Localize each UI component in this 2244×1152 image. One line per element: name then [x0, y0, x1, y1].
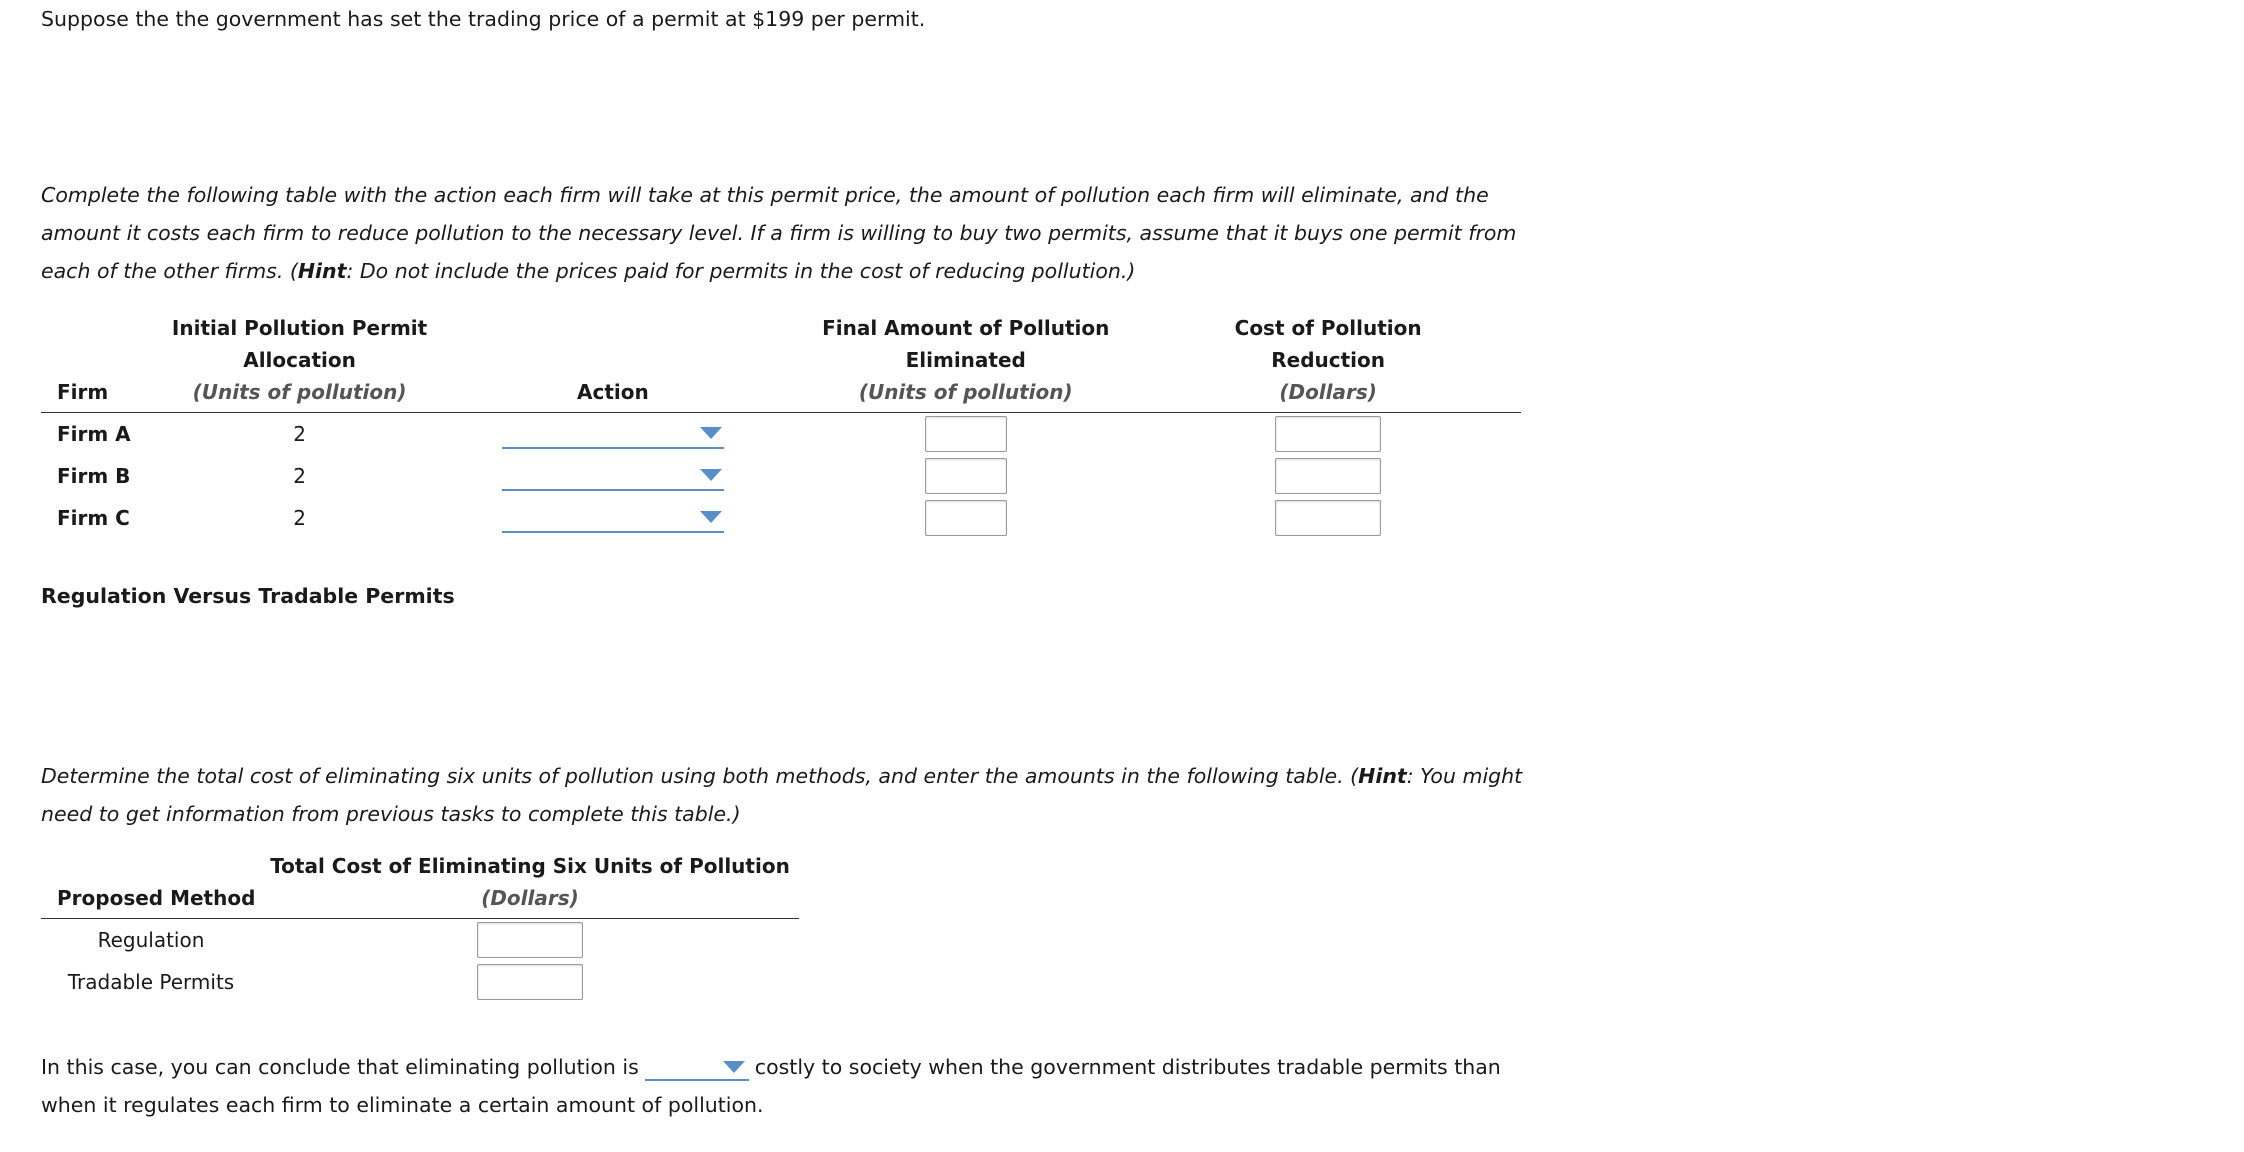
- method-cost-table: [41, 850, 799, 1003]
- section-heading: Regulation Versus Tradable Permits: [41, 584, 455, 608]
- chevron-down-icon: [700, 469, 722, 481]
- firm-action-table: [41, 312, 1521, 539]
- method-name: Tradable Permits: [67, 970, 235, 994]
- action-select-firm-a[interactable]: [502, 419, 724, 449]
- cost-input-firm-c[interactable]: [1275, 500, 1381, 536]
- table-row: [41, 961, 799, 1003]
- header-initial-unit: (Units of pollution): [192, 380, 407, 404]
- cost-input-firm-a[interactable]: [1275, 416, 1381, 452]
- final-eliminated-input-firm-c[interactable]: [925, 500, 1007, 536]
- instruction-text-end: : Do not include the prices paid for permits in the cost of reducing pollution.): [346, 259, 1136, 283]
- action-select-firm-c[interactable]: [502, 503, 724, 533]
- chevron-down-icon: [723, 1061, 745, 1073]
- header-cost-reduction: [1135, 312, 1521, 413]
- instruction-text-end: : You might need to get information from previous tasks to complete this table.): [41, 764, 1523, 826]
- header-total-cost: [261, 850, 799, 919]
- chevron-down-icon: [700, 511, 722, 523]
- final-eliminated-input-firm-b[interactable]: [925, 458, 1007, 494]
- table-row: [41, 455, 1521, 497]
- header-cost-label: Cost of Pollution Reduction: [1234, 316, 1422, 372]
- header-final-label: Final Amount of Pollution Eliminated: [822, 316, 1110, 372]
- instruction-paragraph-2: [41, 757, 1531, 833]
- header-initial-allocation: [170, 312, 430, 413]
- conclusion-text: In this case, you can conclude that eliminating pollution is: [41, 1055, 639, 1079]
- header-firm: Firm: [41, 312, 170, 413]
- header-final-eliminated: [796, 312, 1135, 413]
- cost-input-firm-b[interactable]: [1275, 458, 1381, 494]
- chevron-down-icon: [700, 427, 722, 439]
- instruction-text: Complete the following table with the action each firm will take at this permit price, the amount of pollution each firm will eliminate, and the amount it costs each firm to reduce pollution to the necessary level. If a firm is willing to buy two permits, assume that it buys one permit from each of the other firms. (: [41, 183, 1517, 283]
- final-eliminated-input-firm-a[interactable]: [925, 416, 1007, 452]
- action-select-firm-b[interactable]: [502, 461, 724, 491]
- conclusion-text-end: costly to society when the government distributes tradable permits than when it regulates each firm to eliminate a certain amount of pollution.: [41, 1055, 1501, 1117]
- allocation-value: 2: [293, 422, 306, 446]
- table-row: [41, 919, 799, 962]
- firm-name: Firm B: [57, 464, 131, 488]
- table-row: [41, 497, 1521, 539]
- header-cost-unit: (Dollars): [1279, 380, 1377, 404]
- allocation-value: 2: [293, 464, 306, 488]
- allocation-value: 2: [293, 506, 306, 530]
- header-final-unit: (Units of pollution): [858, 380, 1073, 404]
- method-name: Regulation: [97, 928, 205, 952]
- firm-name: Firm C: [57, 506, 130, 530]
- table-row: [41, 413, 1521, 456]
- conclusion-paragraph: [41, 1048, 1531, 1124]
- header-action: Action: [430, 312, 797, 413]
- regulation-cost-input[interactable]: [477, 922, 583, 958]
- firm-name: Firm A: [57, 422, 131, 446]
- instruction-text: Determine the total cost of eliminating six units of pollution using both methods, and enter the amounts in the following table. (: [41, 764, 1359, 788]
- tradable-permits-cost-input[interactable]: [477, 964, 583, 1000]
- comparison-select[interactable]: [645, 1055, 749, 1081]
- intro-text: Suppose the the government has set the trading price of a permit at $199 per permit.: [41, 7, 926, 31]
- header-total-label: Total Cost of Eliminating Six Units of Pollution: [270, 854, 790, 878]
- hint-label: Hint: [297, 259, 347, 283]
- instruction-paragraph: [41, 176, 1531, 290]
- header-initial-label: Initial Pollution Permit Allocation: [171, 316, 428, 372]
- hint-label: Hint: [1358, 764, 1407, 788]
- header-total-unit: (Dollars): [481, 886, 579, 910]
- header-proposed-method: Proposed Method: [41, 850, 261, 919]
